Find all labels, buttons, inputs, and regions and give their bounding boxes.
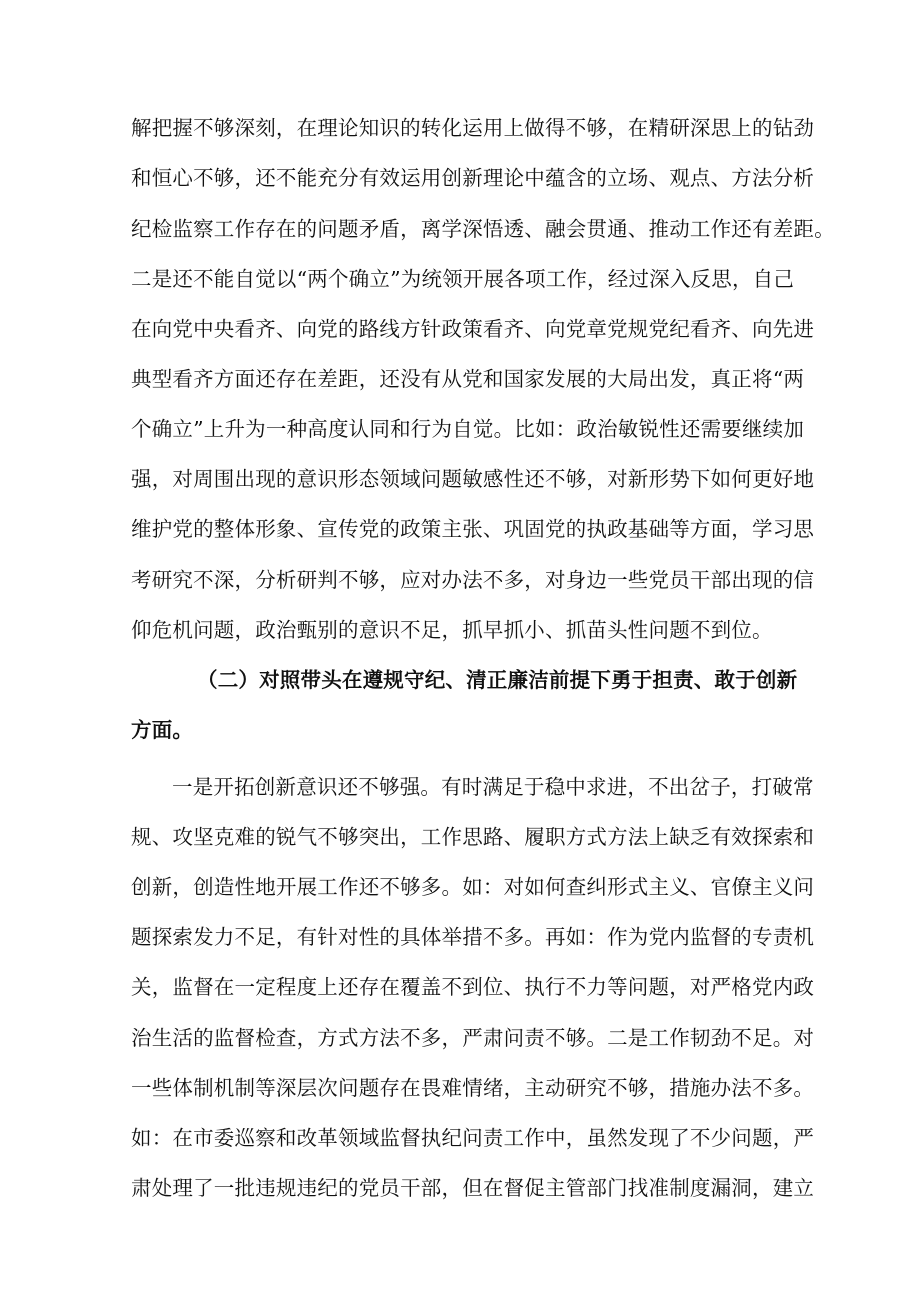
text-line: 考研究不深，分析研判不够，应对办法不多，对身边一些党员干部出现的信 — [131, 568, 815, 592]
text-line: 维护党的整体形象、宣传党的政策主张、巩固党的执政基础等方面，学习思 — [131, 517, 815, 541]
heading-line: 方面。 — [131, 718, 194, 742]
text-line: 在向党中央看齐、向党的路线方针政策看齐、向党章党规党纪看齐、向先进 — [131, 317, 815, 341]
text-line: 和恒心不够，还不能充分有效运用创新理论中蕴含的立场、观点、方法分析 — [131, 166, 815, 190]
text-line: 题探索发力不足，有针对性的具体举措不多。再如：作为党内监督的专责机 — [131, 925, 815, 949]
heading-line: （二）对照带头在遵规守纪、清正廉洁前提下勇于担责、敢于创新 — [197, 668, 798, 692]
text-line: 典型看齐方面还存在差距，还没有从党和国家发展的大局出发，真正将“两 — [131, 367, 805, 391]
text-line: 个确立”上升为一种高度认同和行为自觉。比如：政治敏锐性还需要继续加 — [131, 417, 805, 441]
text-line: 肃处理了一批违规违纪的党员干部，但在督促主管部门找准制度漏洞，建立 — [131, 1176, 815, 1200]
text-line: 仰危机问题，政治甄别的意识不足，抓早抓小、抓苗头性问题不到位。 — [131, 618, 773, 642]
text-line: 创新，创造性地开展工作还不够多。如：对如何查纠形式主义、官僚主义问 — [131, 875, 815, 899]
text-line: 强，对周围出现的意识形态领域问题敏感性还不够，对新形势下如何更好地 — [131, 467, 815, 491]
text-line: 纪检监察工作存在的问题矛盾，离学深悟透、融会贯通、推动工作还有差距。 — [131, 217, 835, 241]
text-line: 如：在市委巡察和改革领域监督执纪问责工作中，虽然发现了不少问题，严 — [131, 1126, 815, 1150]
text-line: 关，监督在一定程度上还存在覆盖不到位、执行不力等问题，对严格党内政 — [131, 975, 815, 999]
text-line: 一是开拓创新意识还不够强。有时满足于稳中求进，不出岔子，打破常 — [172, 775, 814, 799]
text-line: 二是还不能自觉以“两个确立”为统领开展各项工作，经过深入反思，自己 — [131, 267, 795, 291]
text-line: 规、攻坚克难的锐气不够突出，工作思路、履职方式方法上缺乏有效探索和 — [131, 825, 815, 849]
text-line: 一些体制机制等深层次问题存在畏难情绪，主动研究不够，措施办法不多。 — [131, 1076, 815, 1100]
text-line: 治生活的监督检查，方式方法不多，严肃问责不够。二是工作韧劲不足。对 — [131, 1026, 815, 1050]
text-line: 解把握不够深刻，在理论知识的转化运用上做得不够，在精研深思上的钻劲 — [131, 116, 815, 140]
